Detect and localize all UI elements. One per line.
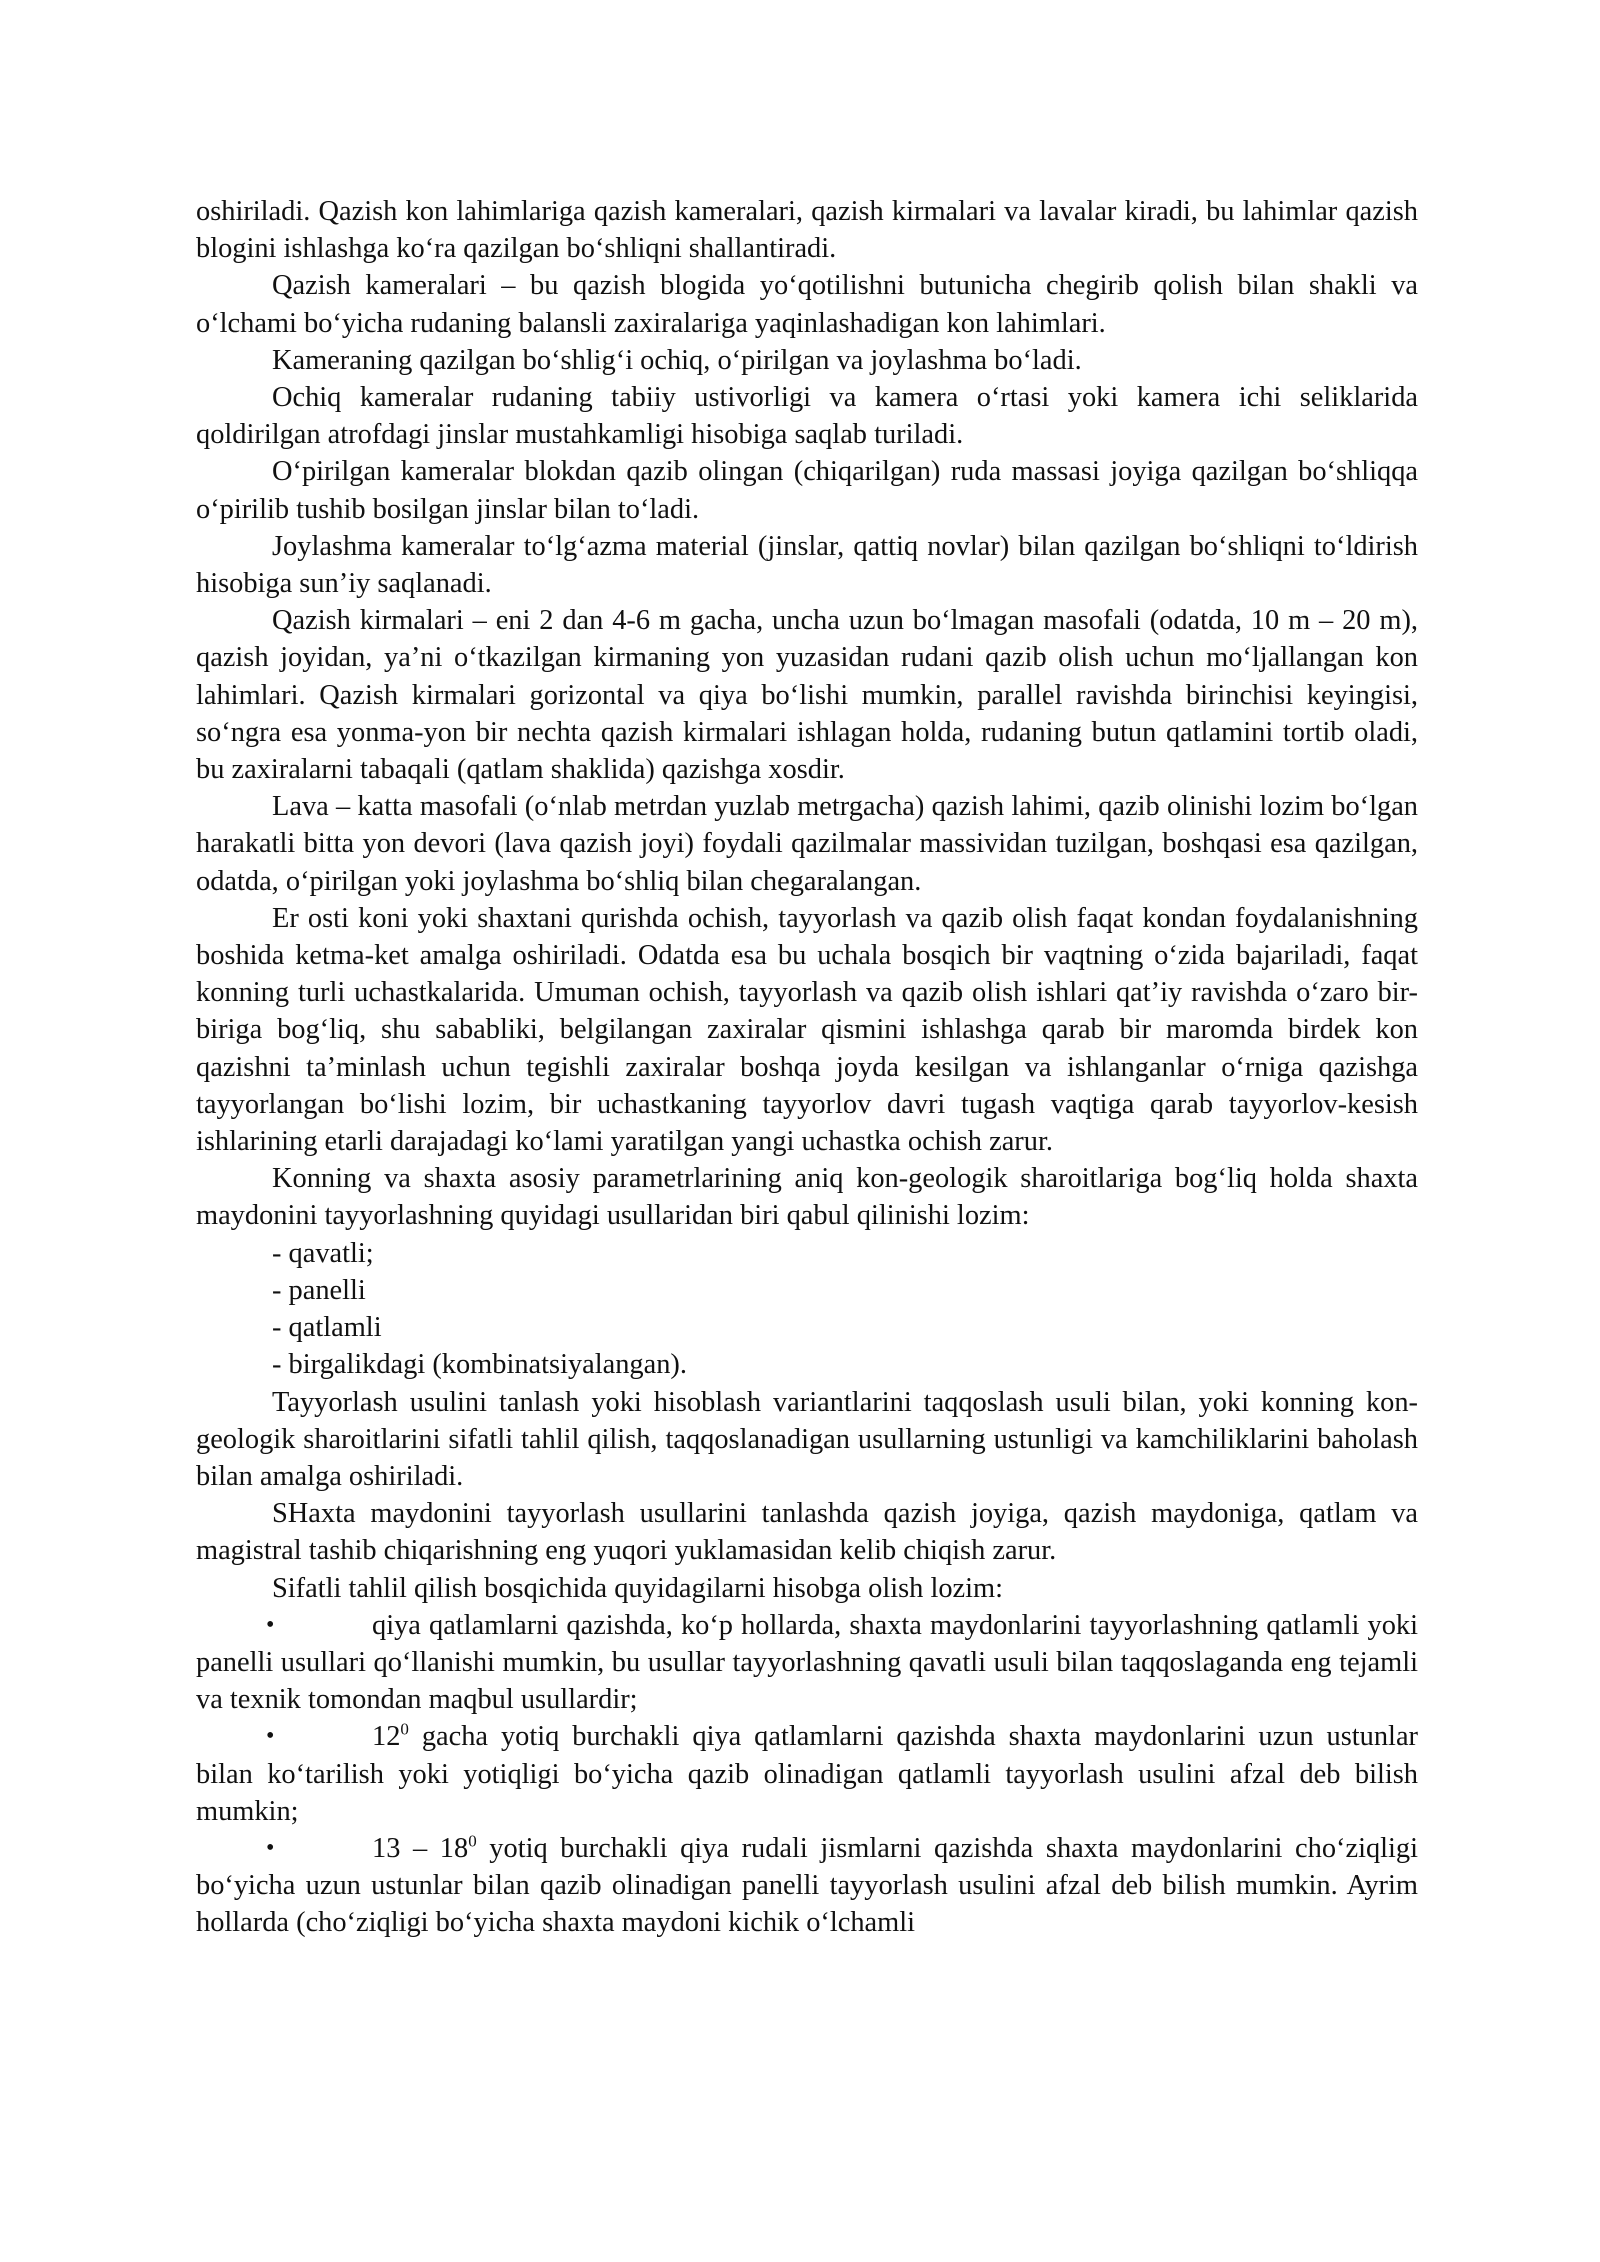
paragraph: Qazish kirmalari – eni 2 dan 4-6 m gacha, uncha uzun bo‘lmagan masofali (odatda, 10 m – 20 m), qazish joyidan, ya’ni o‘tkazilgan kirmaning yon yuzasidan rudani qazib olish uchun mo‘ljallangan kon lahimlari. Qazish kirmalari gorizontal va qiya bo‘lishi mumkin, parallel ravishda birinchisi keyingisi, so‘ngra esa yonma-yon bir nechta qazish kirmalari ishlagan holda, rudaning butun qatlamini tortib oladi, bu zaxiralarni tabaqali (qatlam shaklida) qazishga xosdir. bbox=[196, 605, 1418, 786]
bullet-icon: • bbox=[266, 1834, 275, 1861]
paragraph: Sifatli tahlil qilish bosqichida quyidagilarni hisobga olish lozim: bbox=[272, 1572, 1003, 1604]
paragraph: oshiriladi. Qazish kon lahimlariga qazish kameralari, qazish kirmalari va lavalar kiradi, bu lahimlar qazish blogini ishlashga ko‘ra qazilgan bo‘shliqni shallantiradi. bbox=[196, 196, 1418, 265]
bullet-item bbox=[196, 1830, 1418, 1942]
paragraph: SHaxta maydonini tayyorlash usullarini tanlashda qazish joyiga, qazish maydoniga, qatlam va magistral tashib chiqarishning eng yuqori yuklamasidan kelib chiqish zarur. bbox=[196, 1498, 1418, 1567]
paragraph: O‘pirilgan kameralar blokdan qazib olingan (chiqarilgan) ruda massasi joyiga qazilgan bo‘shliqqa o‘pirilib tushib bosilgan jinslar bilan to‘ladi. bbox=[196, 456, 1418, 525]
paragraph: Ochiq kameralar rudaning tabiiy ustivorligi va kamera o‘rtasi yoki kamera ichi seliklarida qoldirilgan atrofdagi jinslar mustahkamligi hisobiga saqlab turiladi. bbox=[196, 382, 1418, 451]
paragraph: Joylashma kameralar to‘lg‘azma material (jinslar, qattiq novlar) bilan qazilgan bo‘shliqni to‘ldirish hisobiga sun’iy saqlanadi. bbox=[196, 530, 1418, 600]
paragraph: Kameraning qazilgan bo‘shlig‘i ochiq, o‘pirilgan va joylashma bo‘ladi. bbox=[272, 344, 1082, 376]
paragraph: Tayyorlash usulini tanlash yoki hisoblash variantlarini taqqoslash usuli bilan, yoki konning kon-geologik sharoitlarini sifatli tahlil qilish, taqqoslanadigan usullarning ustunligi va kamchiliklarini baholash bilan amalga oshiriladi. bbox=[196, 1386, 1418, 1492]
bullet-icon: • bbox=[266, 1723, 275, 1750]
bullet-text-rest: gacha yotiq burchakli qiya qatlamlarni qazishda shaxta maydonlarini uzun ustunlar bilan ko‘tarilish yoki yotiqligi bo‘yicha qazib olinadigan qatlamli tayyorlash usulini afzal deb bilish mumkin; bbox=[196, 1721, 1418, 1827]
list-item: - qavatli; bbox=[272, 1237, 374, 1269]
paragraph: Er osti koni yoki shaxtani qurishda ochish, tayyorlash va qazib olish faqat kondan foydalanishning boshida ketma-ket amalga oshiriladi. Odatda esa bu uchala bosqich bir vaqtning o‘zida bajariladi, faqat konning turli uchastkalarida. Umuman ochish, tayyorlash va qazib olish ishlari qat’iy ravishda o‘zaro bir-biriga bog‘liq, shu sababliki, belgilangan zaxiralar qismini ishlashga qarab bir maromda birdek kon qazishni ta’minlash uchun tegishli zaxiralar boshqa joyda kesilgan va ishlanganlar o‘rniga qazishga tayyorlangan bo‘lishi lozim, bir uchastkaning tayyorlov davri tugash vaqtiga qarab tayyorlov-kesish ishlarining etarli darajadagi ko‘lami yaratilgan yangi uchastka ochish zarur. bbox=[196, 902, 1418, 1158]
degree-superscript: 0 bbox=[400, 1719, 409, 1739]
bullet-item bbox=[196, 1718, 1418, 1830]
bullet-text-rest: yotiq burchakli qiya rudali jismlarni qazishda shaxta maydonlarini cho‘ziqligi bo‘yicha uzun ustunlar bilan qazib olinadigan panelli tayyorlash usulini afzal deb bilish mumkin. Ayrim hollarda (cho‘ziqligi bo‘yicha shaxta maydoni kichik o‘lchamli bbox=[196, 1832, 1419, 1939]
list-item: - qatlamli bbox=[272, 1312, 382, 1344]
paragraph: Konning va shaxta asosiy parametrlarining aniq kon-geologik sharoitlariga bog‘liq holda shaxta maydonini tayyorlashning quyidagi usullaridan biri qabul qilinishi lozim: bbox=[196, 1163, 1418, 1232]
bullet-icon: • bbox=[266, 1611, 275, 1638]
paragraph: Qazish kameralari – bu qazish blogida yo‘qotilishni butunicha chegirib qolish bilan shakli va o‘lchami bo‘yicha rudaning balansli zaxiralariga yaqinlashadigan kon lahimlari. bbox=[196, 270, 1418, 339]
degree-superscript: 0 bbox=[468, 1831, 477, 1851]
bullet-text-start: 12 bbox=[372, 1721, 401, 1753]
bullet-text-start: 13 – 18 bbox=[372, 1832, 469, 1864]
list-item: - birgalikdagi (kombinatsiyalangan). bbox=[272, 1349, 687, 1381]
list-item: - panelli bbox=[272, 1274, 366, 1306]
bullet-text: qiya qatlamlarni qazishda, ko‘p hollarda, shaxta maydonlarini tayyorlashning qatlamli yoki panelli usullari qo‘llanishi mumkin, bu usullar tayyorlashning qavatli usuli bilan taqqoslaganda eng tejamli va texnik tomondan maqbul usullardir; bbox=[196, 1609, 1418, 1716]
paragraph: Lava – katta masofali (o‘nlab metrdan yuzlab metrgacha) qazish lahimi, qazib olinishi lozim bo‘lgan harakatli bitta yon devori (lava qazish joyi) foydali qazilmalar massividan tuzilgan, boshqasi esa qazilgan, odatda, o‘pirilgan yoki joylashma bo‘shliq bilan chegaralangan. bbox=[196, 791, 1418, 897]
bullet-item bbox=[196, 1607, 1418, 1719]
document-page bbox=[196, 193, 1418, 1942]
